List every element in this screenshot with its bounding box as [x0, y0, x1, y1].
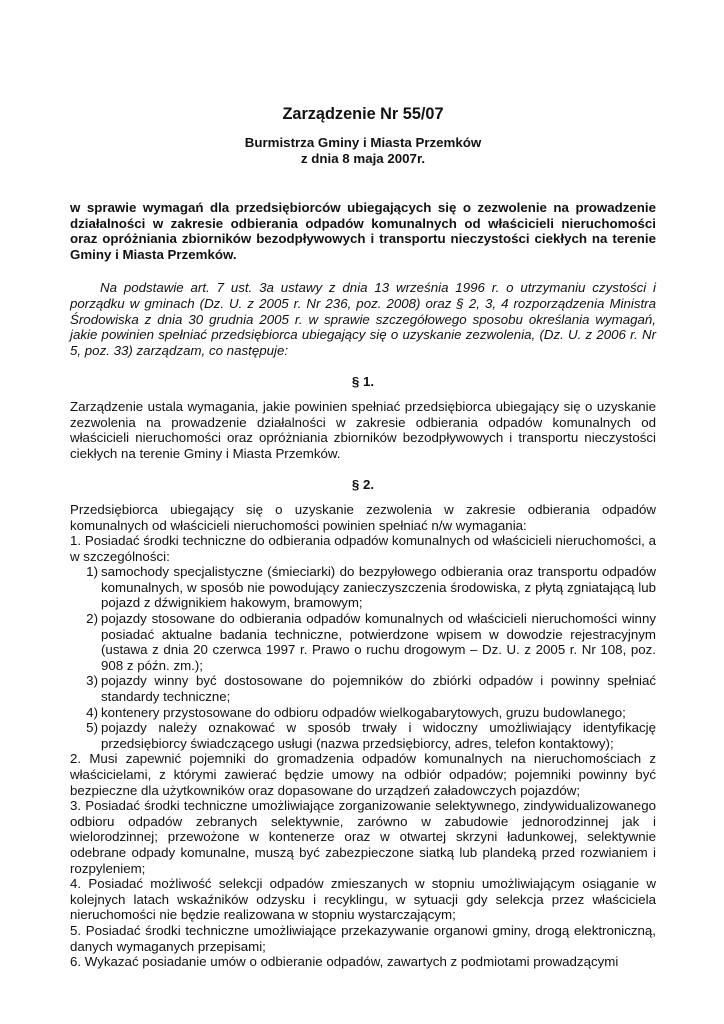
- list-item-number: 3): [86, 673, 98, 689]
- section-2-item-3: 3. Posiadać środki techniczne umożliwiające zorganizowanie selektywnego, zindywidualizowanego odbioru odpadów zebranych selektywnie, zarówno w zabudowie jednorodzinnej jak i wielorodzinnej; przewożone w kontenerze oraz w otwartej skrzyni ładunkowej, selektywnie odebrane odpady komunalne, muszą być zabezpieczone siatką lub plandeką przed rozwianiem i rozpyleniem;: [70, 798, 656, 876]
- list-item-number: 2): [86, 611, 98, 627]
- section-2-subitems: [70, 564, 656, 751]
- section-2-intro: Przedsiębiorca ubiegający się o uzyskanie zezwolenia w zakresie odbierania odpadów komunalnych od właścicieli nieruchomości powinien spełniać n/w wymagania:: [70, 501, 656, 533]
- document-subtitle: [70, 135, 656, 167]
- issuer-line: Burmistrza Gminy i Miasta Przemków: [244, 135, 482, 150]
- list-item: [70, 611, 656, 673]
- document-title: Zarządzenie Nr 55/07: [282, 105, 444, 123]
- list-item-text: pojazdy należy oznakować w sposób trwały i widoczny umożliwiający identyfikację przedsiębiorcy świadczącego usługi (nazwa przedsiębiorcy, adres, telefon kontaktowy);: [101, 720, 656, 751]
- section-1-heading: § 1.: [351, 374, 375, 390]
- list-item-text: pojazdy winny być dostosowane do pojemników do zbiórki odpadów i powinny spełniać standardy techniczne;: [101, 673, 656, 705]
- document-body: [70, 104, 656, 970]
- list-item-text: pojazdy stosowane do odbierania odpadów komunalnych od właścicieli nieruchomości winny posiadać aktualne badania techniczne, potwierdzone wpisem w dowodzie rejestracyjnym (ustawa z dnia 20 czerwca 1997 r. Prawo o ruchu drogowym – Dz. U. z 2005 r. Nr 108, poz. 908 z późn. zm.);: [101, 611, 656, 673]
- date-line: z dnia 8 maja 2007r.: [300, 151, 426, 166]
- section-2-item-5: 5. Posiadać środki techniczne umożliwiające przekazywanie organowi gminy, drogą elektroniczną, danych wymaganych przepisami;: [70, 922, 656, 954]
- list-item-number: 1): [86, 564, 98, 580]
- section-2-item-1: 1. Posiadać środki techniczne do odbierania odpadów komunalnych od właścicieli nieruchomości, a w szczególności:: [70, 533, 656, 564]
- section-2-item-2: 2. Musi zapewnić pojemniki do gromadzenia odpadów komunalnych na nieruchomościach z właścicielami, z którymi zawierać będzie umowy na odbiór odpadów; pojemniki powinny być bezpieczne dla użytkowników oraz dopasowane do urządzeń załadowczych pojazdów;: [70, 751, 656, 798]
- list-item: [70, 673, 656, 704]
- list-item-text: kontenery przystosowane do odbioru odpadów wielkogabarytowych, gruzu budowlanego;: [101, 704, 626, 720]
- list-item: [70, 564, 656, 611]
- list-item-number: 5): [86, 720, 98, 736]
- section-2-heading: § 2.: [351, 477, 375, 493]
- list-item-number: 4): [86, 704, 98, 720]
- document-subject: w sprawie wymagań dla przedsiębiorców ubiegających się o zezwolenie na prowadzenie działalności w zakresie odbierania odpadów komunalnych od właścicieli nieruchomości oraz opróżniania zbiorników bezodpływowych i transportu nieczystości ciekłych na terenie Gminy i Miasta Przemków.: [70, 200, 656, 262]
- list-item: [70, 720, 656, 751]
- section-1-text: Zarządzenie ustala wymagania, jakie powinien spełniać przedsiębiorca ubiegający się o uzyskanie zezwolenia na prowadzenie działalności w zakresie odbierania odpadów komunalnych od właścicieli nieruchomości oraz opróżniania zbiorników bezodpływowych i transportu nieczystości ciekłych na terenie Gminy i Miasta Przemków.: [70, 398, 656, 461]
- legal-basis-preamble: Na podstawie art. 7 ust. 3a ustawy z dnia 13 września 1996 r. o utrzymaniu czystości i porządku w gminach (Dz. U. z 2005 r. Nr 236, poz. 2008) oraz § 2, 3, 4 rozporządzenia Ministra Środowiska z dnia 30 grudnia 2005 r. w sprawie szczegółowego sposobu określania wymagań, jakie powinien spełniać przedsiębiorca ubiegający się o uzyskanie zezwolenia, (Dz. U. z 2006 r. Nr 5, poz. 33) zarządzam, co następuje:: [70, 280, 656, 358]
- list-item-text: samochody specjalistyczne (śmieciarki) do bezpyłowego odbierania oraz transportu odpadów komunalnych, w sposób nie powodujący zanieczyszczenia środowiska, z płytą zgniatającą lub pojazd z dźwignikiem hakowym, bramowym;: [101, 564, 656, 611]
- list-item: [70, 705, 656, 721]
- section-2-item-4: 4. Posiadać możliwość selekcji odpadów zmieszanych w stopniu umożliwiającym osiąganie w kolejnych latach wskaźników odzysku i recyklingu, w sytuacji gdy selekcja przez właściciela nieruchomości nie będzie realizowana w stopniu wystarczającym;: [70, 876, 656, 923]
- section-2-item-6: 6. Wykazać posiadanie umów o odbieranie odpadów, zawartych z podmiotami prowadzącymi: [70, 954, 619, 970]
